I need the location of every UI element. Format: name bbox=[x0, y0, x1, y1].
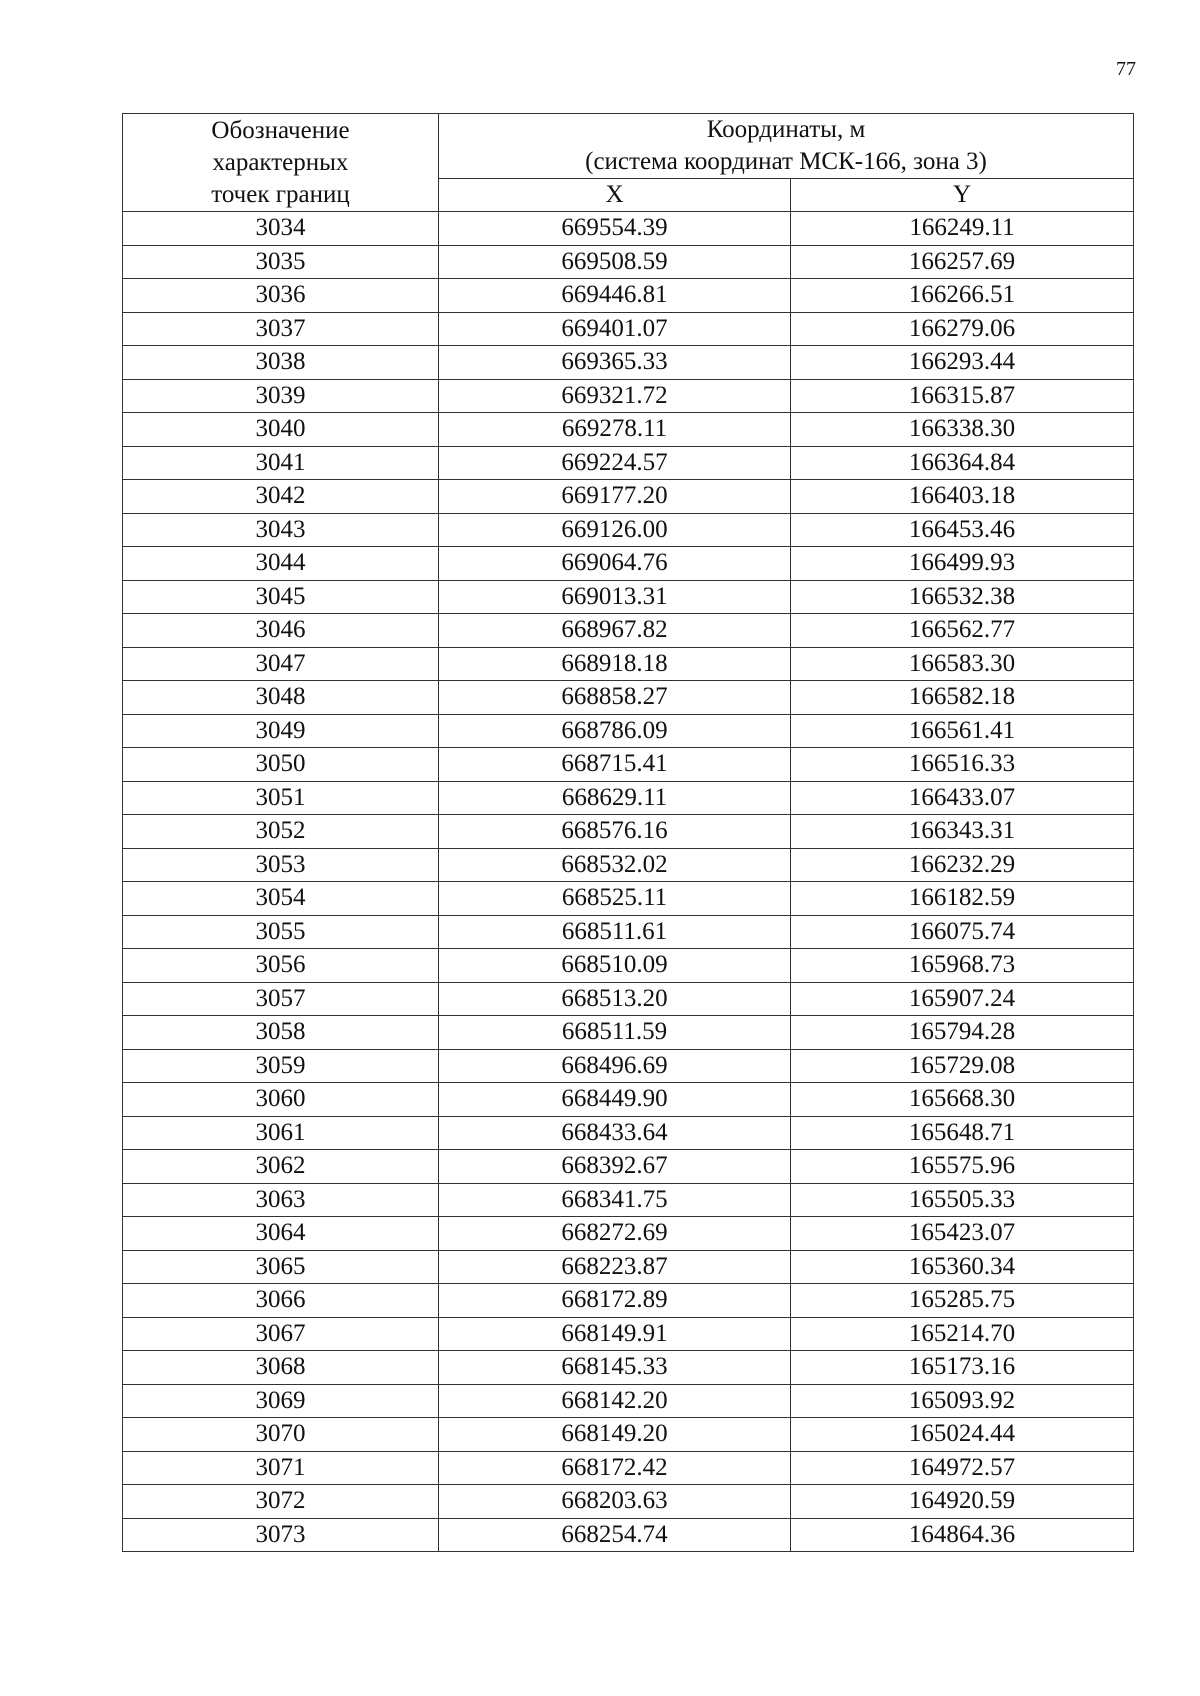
point-cell: 3068 bbox=[123, 1351, 439, 1385]
point-cell: 3051 bbox=[123, 781, 439, 815]
y-cell: 164972.57 bbox=[791, 1451, 1134, 1485]
y-cell: 166403.18 bbox=[791, 480, 1134, 514]
y-cell: 166516.33 bbox=[791, 748, 1134, 782]
point-cell: 3058 bbox=[123, 1016, 439, 1050]
x-cell: 669554.39 bbox=[439, 212, 791, 246]
header-point-line-2: характерных bbox=[212, 148, 349, 176]
x-cell: 668272.69 bbox=[439, 1217, 791, 1251]
y-cell: 165968.73 bbox=[791, 949, 1134, 983]
point-cell: 3037 bbox=[123, 312, 439, 346]
x-cell: 669321.72 bbox=[439, 379, 791, 413]
x-cell: 668513.20 bbox=[439, 982, 791, 1016]
point-cell: 3053 bbox=[123, 848, 439, 882]
header-point-line-1: Обозначение bbox=[211, 116, 350, 144]
point-cell: 3072 bbox=[123, 1485, 439, 1519]
table-row bbox=[123, 413, 1134, 447]
table-row bbox=[123, 1083, 1134, 1117]
table-row bbox=[123, 915, 1134, 949]
table-row bbox=[123, 1518, 1134, 1552]
table-row bbox=[123, 1183, 1134, 1217]
point-cell: 3047 bbox=[123, 647, 439, 681]
point-cell: 3041 bbox=[123, 446, 439, 480]
y-cell: 166499.93 bbox=[791, 547, 1134, 581]
table-row bbox=[123, 212, 1134, 246]
x-cell: 669365.33 bbox=[439, 346, 791, 380]
point-cell: 3054 bbox=[123, 882, 439, 916]
table-row bbox=[123, 379, 1134, 413]
x-cell: 668142.20 bbox=[439, 1384, 791, 1418]
point-cell: 3069 bbox=[123, 1384, 439, 1418]
point-cell: 3061 bbox=[123, 1116, 439, 1150]
x-cell: 668433.64 bbox=[439, 1116, 791, 1150]
table-row bbox=[123, 279, 1134, 313]
table-row bbox=[123, 882, 1134, 916]
table-row bbox=[123, 681, 1134, 715]
point-cell: 3063 bbox=[123, 1183, 439, 1217]
point-cell: 3039 bbox=[123, 379, 439, 413]
table-row bbox=[123, 547, 1134, 581]
table-row bbox=[123, 1351, 1134, 1385]
table-row bbox=[123, 1016, 1134, 1050]
point-cell: 3065 bbox=[123, 1250, 439, 1284]
y-cell: 165214.70 bbox=[791, 1317, 1134, 1351]
point-cell: 3073 bbox=[123, 1518, 439, 1552]
x-cell: 668715.41 bbox=[439, 748, 791, 782]
y-cell: 165648.71 bbox=[791, 1116, 1134, 1150]
x-cell: 668172.42 bbox=[439, 1451, 791, 1485]
x-cell: 668223.87 bbox=[439, 1250, 791, 1284]
point-cell: 3042 bbox=[123, 480, 439, 514]
table-row bbox=[123, 1317, 1134, 1351]
point-cell: 3043 bbox=[123, 513, 439, 547]
point-cell: 3070 bbox=[123, 1418, 439, 1452]
point-cell: 3052 bbox=[123, 815, 439, 849]
table-row bbox=[123, 1451, 1134, 1485]
table-row bbox=[123, 647, 1134, 681]
y-cell: 166562.77 bbox=[791, 614, 1134, 648]
point-cell: 3034 bbox=[123, 212, 439, 246]
x-cell: 668172.89 bbox=[439, 1284, 791, 1318]
point-cell: 3045 bbox=[123, 580, 439, 614]
table-row bbox=[123, 714, 1134, 748]
y-cell: 165285.75 bbox=[791, 1284, 1134, 1318]
table-row bbox=[123, 1418, 1134, 1452]
y-cell: 166583.30 bbox=[791, 647, 1134, 681]
table-row bbox=[123, 480, 1134, 514]
y-cell: 166266.51 bbox=[791, 279, 1134, 313]
x-cell: 668629.11 bbox=[439, 781, 791, 815]
y-cell: 166232.29 bbox=[791, 848, 1134, 882]
x-cell: 668532.02 bbox=[439, 848, 791, 882]
point-cell: 3035 bbox=[123, 245, 439, 279]
table-row bbox=[123, 815, 1134, 849]
y-cell: 166075.74 bbox=[791, 915, 1134, 949]
y-cell: 165423.07 bbox=[791, 1217, 1134, 1251]
point-cell: 3056 bbox=[123, 949, 439, 983]
x-cell: 668392.67 bbox=[439, 1150, 791, 1184]
y-cell: 166315.87 bbox=[791, 379, 1134, 413]
x-cell: 669224.57 bbox=[439, 446, 791, 480]
header-point-designation bbox=[123, 114, 439, 212]
x-cell: 668449.90 bbox=[439, 1083, 791, 1117]
y-cell: 166182.59 bbox=[791, 882, 1134, 916]
table-row bbox=[123, 614, 1134, 648]
x-cell: 668967.82 bbox=[439, 614, 791, 648]
table-row bbox=[123, 580, 1134, 614]
point-cell: 3055 bbox=[123, 915, 439, 949]
table-row bbox=[123, 781, 1134, 815]
x-cell: 669013.31 bbox=[439, 580, 791, 614]
x-cell: 669508.59 bbox=[439, 245, 791, 279]
table-row bbox=[123, 513, 1134, 547]
y-cell: 166343.31 bbox=[791, 815, 1134, 849]
point-cell: 3049 bbox=[123, 714, 439, 748]
x-cell: 669401.07 bbox=[439, 312, 791, 346]
y-cell: 166582.18 bbox=[791, 681, 1134, 715]
x-cell: 669446.81 bbox=[439, 279, 791, 313]
point-cell: 3060 bbox=[123, 1083, 439, 1117]
point-cell: 3062 bbox=[123, 1150, 439, 1184]
header-coords-line-2: (система координат МСК-166, зона 3) bbox=[585, 148, 987, 175]
x-cell: 669278.11 bbox=[439, 413, 791, 447]
coordinates-table bbox=[122, 113, 1134, 1552]
table-row bbox=[123, 1384, 1134, 1418]
header-coords-line-1: Координаты, м bbox=[706, 116, 866, 143]
table-row bbox=[123, 245, 1134, 279]
y-cell: 166293.44 bbox=[791, 346, 1134, 380]
y-cell: 166338.30 bbox=[791, 413, 1134, 447]
point-cell: 3046 bbox=[123, 614, 439, 648]
y-cell: 166364.84 bbox=[791, 446, 1134, 480]
y-cell: 165505.33 bbox=[791, 1183, 1134, 1217]
page-number: 77 bbox=[1116, 58, 1136, 80]
x-cell: 668203.63 bbox=[439, 1485, 791, 1519]
x-cell: 668496.69 bbox=[439, 1049, 791, 1083]
x-cell: 669126.00 bbox=[439, 513, 791, 547]
point-cell: 3071 bbox=[123, 1451, 439, 1485]
table-row bbox=[123, 312, 1134, 346]
y-cell: 165360.34 bbox=[791, 1250, 1134, 1284]
table-row bbox=[123, 1485, 1134, 1519]
header-coordinates bbox=[439, 114, 1134, 179]
x-cell: 668858.27 bbox=[439, 681, 791, 715]
y-cell: 166279.06 bbox=[791, 312, 1134, 346]
table-row bbox=[123, 346, 1134, 380]
y-cell: 166532.38 bbox=[791, 580, 1134, 614]
y-cell: 164864.36 bbox=[791, 1518, 1134, 1552]
header-y: Y bbox=[791, 179, 1134, 212]
point-cell: 3059 bbox=[123, 1049, 439, 1083]
x-cell: 668786.09 bbox=[439, 714, 791, 748]
table-row bbox=[123, 446, 1134, 480]
y-cell: 166433.07 bbox=[791, 781, 1134, 815]
table-header bbox=[123, 114, 1134, 212]
x-cell: 668510.09 bbox=[439, 949, 791, 983]
x-cell: 668254.74 bbox=[439, 1518, 791, 1552]
point-cell: 3057 bbox=[123, 982, 439, 1016]
table-row bbox=[123, 748, 1134, 782]
point-cell: 3066 bbox=[123, 1284, 439, 1318]
y-cell: 166257.69 bbox=[791, 245, 1134, 279]
table-row bbox=[123, 1250, 1134, 1284]
y-cell: 165093.92 bbox=[791, 1384, 1134, 1418]
y-cell: 165575.96 bbox=[791, 1150, 1134, 1184]
x-cell: 669177.20 bbox=[439, 480, 791, 514]
x-cell: 668149.91 bbox=[439, 1317, 791, 1351]
x-cell: 669064.76 bbox=[439, 547, 791, 581]
y-cell: 164920.59 bbox=[791, 1485, 1134, 1519]
table-row bbox=[123, 1049, 1134, 1083]
x-cell: 668576.16 bbox=[439, 815, 791, 849]
x-cell: 668918.18 bbox=[439, 647, 791, 681]
x-cell: 668511.61 bbox=[439, 915, 791, 949]
table-row bbox=[123, 982, 1134, 1016]
x-cell: 668525.11 bbox=[439, 882, 791, 916]
table-row bbox=[123, 848, 1134, 882]
x-cell: 668149.20 bbox=[439, 1418, 791, 1452]
x-cell: 668511.59 bbox=[439, 1016, 791, 1050]
table-row bbox=[123, 1217, 1134, 1251]
y-cell: 166561.41 bbox=[791, 714, 1134, 748]
y-cell: 165907.24 bbox=[791, 982, 1134, 1016]
table-row bbox=[123, 1150, 1134, 1184]
table-row bbox=[123, 1284, 1134, 1318]
point-cell: 3038 bbox=[123, 346, 439, 380]
x-cell: 668145.33 bbox=[439, 1351, 791, 1385]
y-cell: 165668.30 bbox=[791, 1083, 1134, 1117]
y-cell: 165794.28 bbox=[791, 1016, 1134, 1050]
point-cell: 3036 bbox=[123, 279, 439, 313]
x-cell: 668341.75 bbox=[439, 1183, 791, 1217]
point-cell: 3067 bbox=[123, 1317, 439, 1351]
header-x: X bbox=[439, 179, 791, 212]
header-point-line-3: точек границ bbox=[211, 180, 350, 208]
table-body bbox=[123, 212, 1134, 1552]
y-cell: 165024.44 bbox=[791, 1418, 1134, 1452]
table-row bbox=[123, 949, 1134, 983]
y-cell: 165729.08 bbox=[791, 1049, 1134, 1083]
y-cell: 165173.16 bbox=[791, 1351, 1134, 1385]
point-cell: 3048 bbox=[123, 681, 439, 715]
point-cell: 3044 bbox=[123, 547, 439, 581]
table-row bbox=[123, 1116, 1134, 1150]
point-cell: 3064 bbox=[123, 1217, 439, 1251]
y-cell: 166453.46 bbox=[791, 513, 1134, 547]
y-cell: 166249.11 bbox=[791, 212, 1134, 246]
point-cell: 3050 bbox=[123, 748, 439, 782]
point-cell: 3040 bbox=[123, 413, 439, 447]
